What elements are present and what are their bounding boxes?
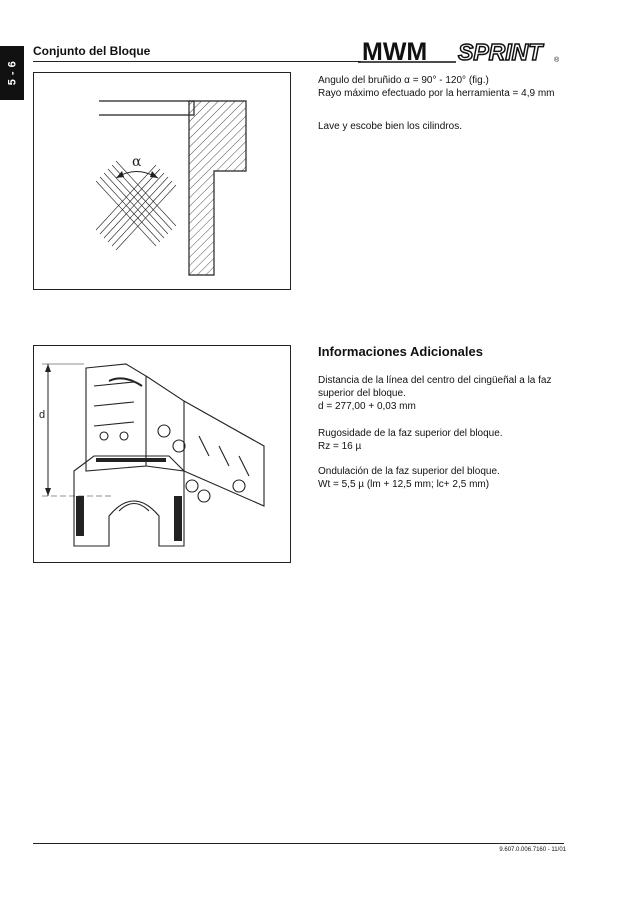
cylinder-wall-section (189, 101, 246, 275)
hone-crosshatch (96, 161, 176, 250)
logo-registered-mark: ® (554, 57, 560, 64)
honing-radius-text: Rayo máximo efectuado por la herramienta = 4,9 mm (318, 88, 555, 99)
section-number: 5 - 6 (6, 60, 19, 86)
dimension-arrow-top (45, 364, 51, 372)
section-tab (0, 46, 24, 100)
additional-info-heading: Informaciones Adicionales (318, 344, 483, 359)
honing-angle-drawing (34, 73, 290, 289)
page-title: Conjunto del Bloque (33, 44, 151, 58)
block-deck-outline (99, 101, 194, 115)
distance-value: d = 277,00 + 0,03 mm (318, 401, 416, 412)
cleaning-instruction (318, 120, 578, 133)
engine-block-body (74, 364, 264, 546)
brand-logo (358, 36, 564, 66)
honing-specs (318, 74, 578, 100)
roughness-text: Rugosidade de la faz superior del bloque. (318, 428, 503, 439)
dimension-label: d (39, 409, 46, 421)
waviness-spec (318, 465, 578, 491)
distance-text-line1: Distancia de la línea del centro del cingüeñal a la faz (318, 375, 552, 386)
dimension-arrow-bottom (45, 488, 51, 496)
engine-block-figure (33, 345, 291, 563)
angle-arrow-left (116, 171, 124, 178)
honing-angle-text: Angulo del bruñido α = 90° - 120° (fig.) (318, 75, 489, 86)
honing-angle-figure (33, 72, 291, 290)
document-code: 9.607.0.006.7160 - 11/01 (499, 847, 566, 853)
waviness-value: Wt = 5,5 µ (lm + 12,5 mm; lc+ 2,5 mm) (318, 479, 490, 490)
cleaning-text: Lave y escobe bien los cilindros. (318, 121, 462, 132)
waviness-text: Ondulación de la faz superior del bloque. (318, 466, 500, 477)
crankshaft-distance-spec (318, 374, 578, 413)
angle-label: α (132, 154, 142, 170)
engine-block-drawing (34, 346, 290, 562)
header-divider (33, 61, 361, 62)
distance-text-line2: superior del bloque. (318, 388, 406, 399)
roughness-value: Rz = 16 µ (318, 441, 362, 452)
logo-mwm-text: MWM (362, 38, 428, 66)
logo-sprint-text: SPRINT (458, 39, 543, 65)
roughness-spec (318, 427, 578, 453)
footer-divider (33, 843, 564, 844)
